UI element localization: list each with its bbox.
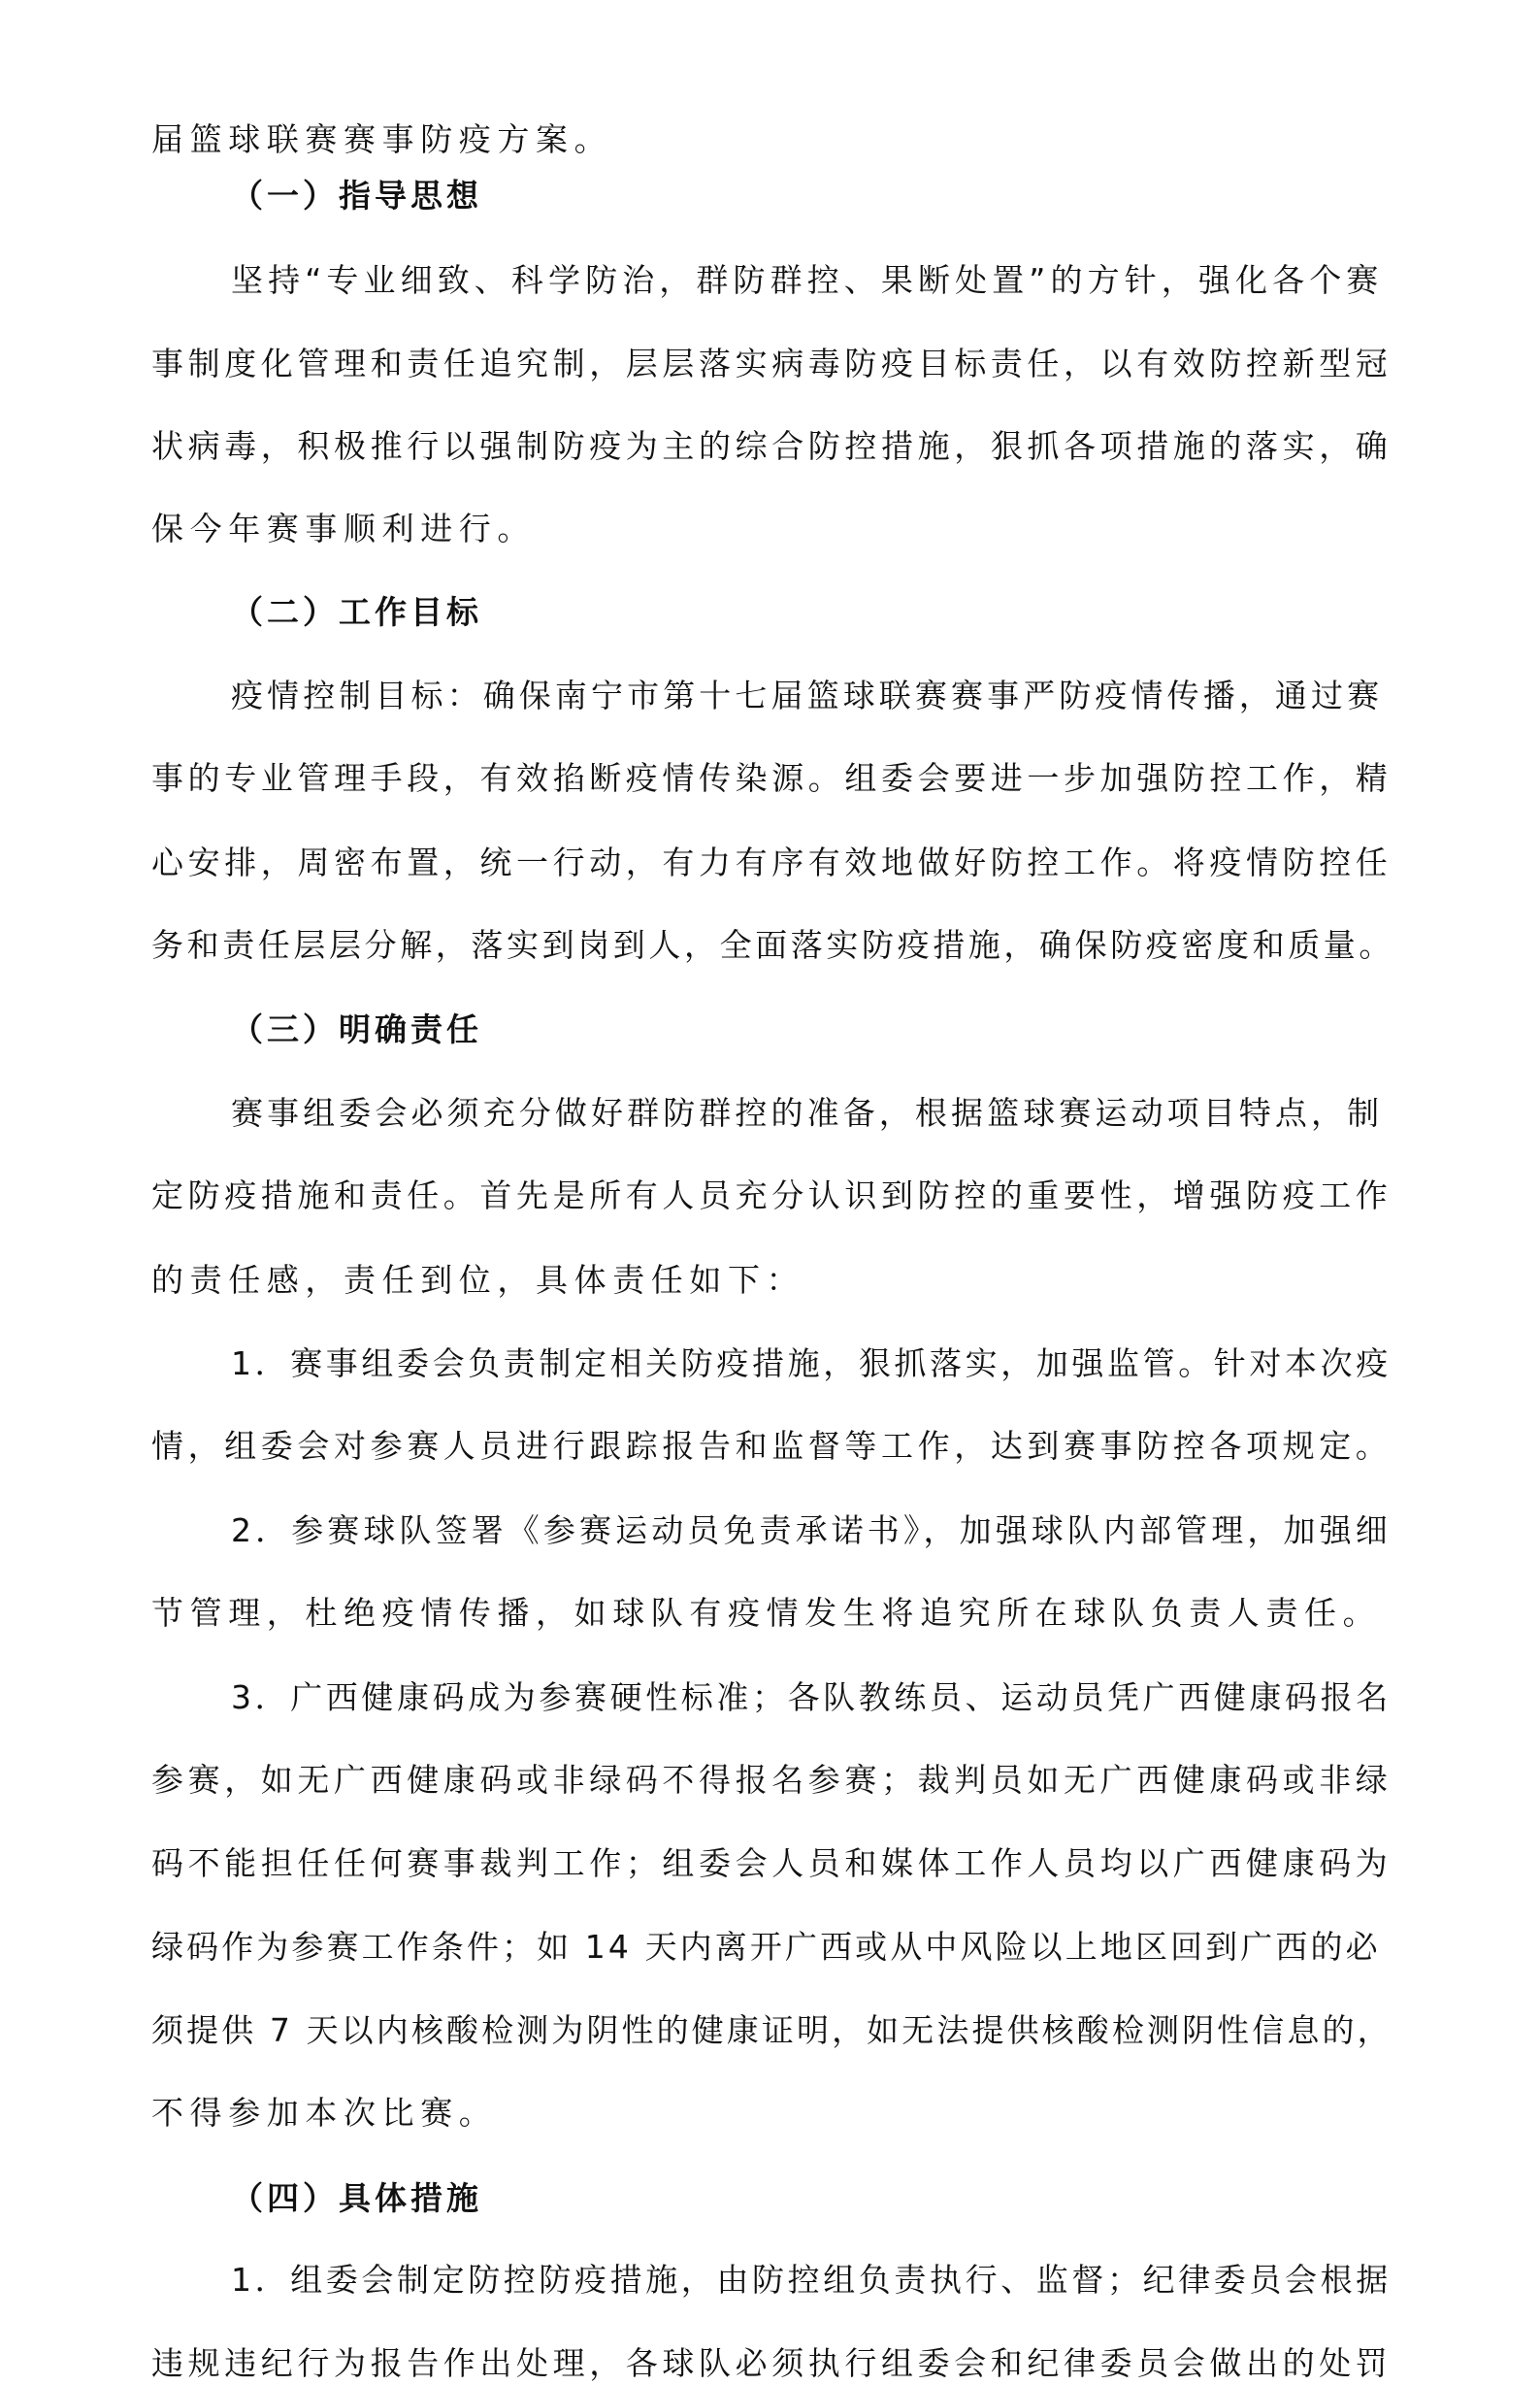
body-text-line: 疫情控制目标：确保南宁市第十七届篮球联赛赛事严防疫情传播，通过赛: [231, 677, 1384, 714]
body-text-line: 绿码作为参赛工作条件；如 14 天内离开广西或从中风险以上地区回到广西的必: [151, 1928, 1381, 1966]
section-heading: （三）明确责任: [231, 1010, 482, 1048]
section-heading: （一）指导思想: [231, 177, 482, 215]
body-text-line: 的责任感，责任到位，具体责任如下：: [151, 1261, 805, 1299]
section-heading: （二）工作目标: [231, 593, 482, 631]
body-text-line: 不得参加本次比赛。: [151, 2094, 498, 2132]
body-text-line: 定防疫措施和责任。首先是所有人员充分认识到防控的重要性，增强防疫工作: [151, 1176, 1393, 1214]
body-text-line: 2．参赛球队签署《参赛运动员免责承诺书》，加强球队内部管理，加强细: [231, 1511, 1392, 1549]
body-text-line: 情，组委会对参赛人员进行跟踪报告和监督等工作，达到赛事防控各项规定。: [151, 1427, 1393, 1465]
body-text-line: 赛事组委会必须充分做好群防群控的准备，根据篮球赛运动项目特点，制: [231, 1094, 1384, 1132]
body-text-line: 码不能担任任何赛事裁判工作；组委会人员和媒体工作人员均以广西健康码为: [151, 1844, 1393, 1882]
section-heading: （四）具体措施: [231, 2179, 482, 2217]
body-text-line: 参赛，如无广西健康码或非绿码不得报名参赛；裁判员如无广西健康码或非绿: [151, 1761, 1393, 1799]
body-text-line: 1．组委会制定防控防疫措施，由防控组负责执行、监督；纪律委员会根据: [231, 2261, 1392, 2299]
body-text-line: 状病毒，积极推行以强制防疫为主的综合防控措施，狠抓各项措施的落实，确: [151, 427, 1393, 465]
body-text-line: 1．赛事组委会负责制定相关防疫措施，狠抓落实，加强监管。针对本次疫: [231, 1344, 1392, 1382]
body-text-line: 违规违纪行为报告作出处理，各球队必须执行组委会和纪律委员会做出的处罚: [151, 2344, 1393, 2382]
body-text-line: 务和责任层层分解，落实到岗到人，全面落实防疫措施，确保防疫密度和质量。: [151, 926, 1394, 964]
body-text-line: 心安排，周密布置，统一行动，有力有序有效地做好防控工作。将疫情防控任: [151, 844, 1393, 881]
body-text-line: 坚持“专业细致、科学防治，群防群控、果断处置”的方针，强化各个赛: [231, 261, 1384, 299]
body-text-line: 事制度化管理和责任追究制，层层落实病毒防疫目标责任，以有效防控新型冠: [151, 345, 1393, 382]
body-text-line: 须提供 7 天以内核酸检测为阴性的健康证明，如无法提供核酸检测阴性信息的，: [151, 2011, 1393, 2049]
body-text-line: 保今年赛事顺利进行。: [151, 510, 536, 547]
body-text-line: 节管理，杜绝疫情传播，如球队有疫情发生将追究所在球队负责人责任。: [151, 1594, 1382, 1632]
body-text-line: 事的专业管理手段，有效掐断疫情传染源。组委会要进一步加强防控工作，精: [151, 759, 1393, 797]
body-text-line: 届篮球联赛赛事防疫方案。: [151, 120, 613, 158]
body-text-line: 3．广西健康码成为参赛硬性标准；各队教练员、运动员凭广西健康码报名: [231, 1678, 1392, 1716]
